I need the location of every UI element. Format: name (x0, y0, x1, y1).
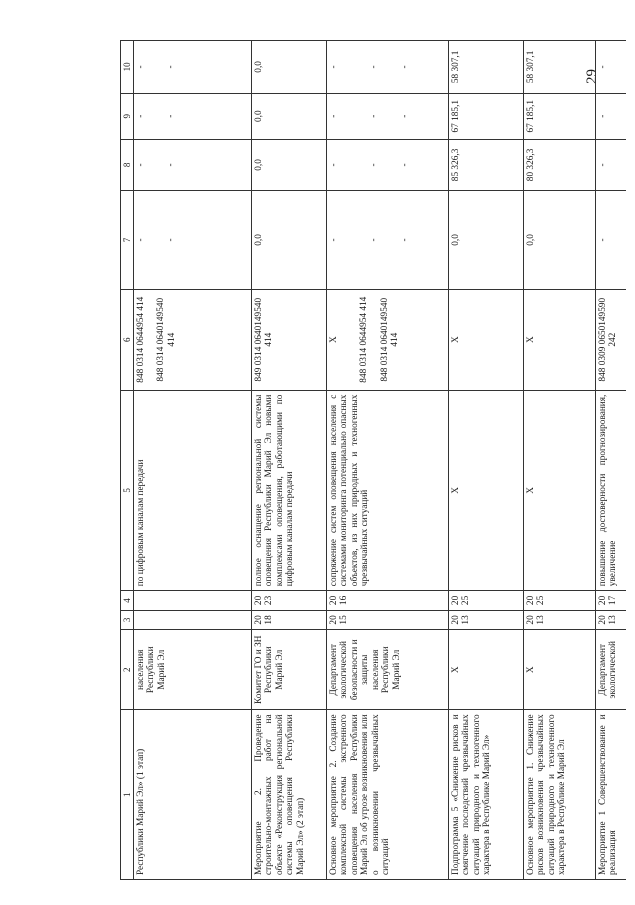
cell-executor: Департамент экологической безопасности и защиты населения Республики Марий Эл (327, 630, 449, 710)
cell-name: Республики Марий Эл» (1 этап) (134, 710, 252, 880)
value: - (369, 238, 380, 242)
value: - (166, 65, 177, 69)
cell-value: 67 185,1 (524, 93, 596, 139)
cell-value: 0,0 (252, 191, 327, 290)
code-line: 848 0314 0644954 414 (359, 296, 370, 383)
cell-code: 848 0309 0650149590 242 (596, 289, 626, 390)
page-number: 29 (584, 69, 600, 84)
cell-executor: населения Республики Марий Эл (134, 630, 252, 710)
value: - (136, 163, 147, 167)
table-row (327, 41, 449, 880)
code-line: 848 0314 0640149540 414 (379, 297, 401, 382)
value: - (166, 163, 177, 167)
cell-result: полное оснащение региональной системы оповещения Республики Марий Эл новыми комплексами оповещения, работающими по цифровым каналам передачи (252, 390, 327, 591)
value: - (399, 163, 410, 167)
cell-value: 58 307,1 (449, 41, 524, 94)
table-row (252, 41, 327, 880)
cell-name: Основное мероприятие 1. Снижение рисков возникновения чрезвычайных ситуаций природного и техногенного характера в Республике Марий Эл (524, 710, 596, 880)
table-row (134, 41, 252, 880)
col-header: 8 (121, 139, 134, 191)
cell-executor: Департамент экологической (596, 630, 626, 710)
cell-name: Подпрограмма 5 «Снижение рисков и смягчение последствий чрезвычайных ситуаций природного и техногенного характера в Республике Марий Эл» (449, 710, 524, 880)
table-row (524, 41, 596, 880)
cell-value: 0,0 (252, 41, 327, 94)
cell-value (327, 41, 449, 94)
value: - (136, 65, 147, 69)
cell-value: - (596, 41, 626, 94)
col-header: 4 (121, 591, 134, 610)
cell-value: 85 326,3 (449, 139, 524, 191)
value: - (329, 163, 340, 167)
value: - (369, 65, 380, 69)
col-header: 7 (121, 191, 134, 290)
cell-code (327, 289, 449, 390)
cell-start: 2013 (449, 610, 524, 629)
program-table (120, 40, 626, 880)
cell-executor: Комитет ГО и ЗН Республики Марий Эл (252, 630, 327, 710)
cell-end: 2017 (596, 591, 626, 610)
cell-end: 2023 (252, 591, 327, 610)
col-header: 10 (121, 41, 134, 94)
cell-start: 2013 (596, 610, 626, 629)
cell-code: X (524, 289, 596, 390)
code-x: X (329, 336, 340, 344)
cell-end: 2016 (327, 591, 449, 610)
cell-result: X (524, 390, 596, 591)
table-row (449, 41, 524, 880)
cell-result: повышение достоверности прогнозирования, увеличение (596, 390, 626, 591)
header-row (121, 41, 134, 880)
cell-name: Основное мероприятие 2. Создание комплексной системы экстренного оповещения населения Республики Марий Эл об угрозе возникновения или о возникновении чрезвычайных ситуаций (327, 710, 449, 880)
cell-value: 0,0 (449, 191, 524, 290)
col-header: 5 (121, 390, 134, 591)
value: - (399, 238, 410, 242)
value: - (136, 114, 147, 118)
cell-code: X (449, 289, 524, 390)
cell-value (327, 93, 449, 139)
cell-name: Мероприятие 1 Совершенствование и реализация (596, 710, 626, 880)
value: - (369, 163, 380, 167)
cell-value (134, 139, 252, 191)
cell-result: X (449, 390, 524, 591)
cell-start: 2018 (252, 610, 327, 629)
value: - (329, 238, 340, 242)
cell-start (134, 610, 252, 629)
col-header: 9 (121, 93, 134, 139)
cell-end (134, 591, 252, 610)
cell-value: - (596, 191, 626, 290)
cell-value: 0,0 (252, 139, 327, 191)
code-line: 848 0314 0644954 414 (136, 296, 147, 383)
cell-value: 80 326,3 (524, 139, 596, 191)
cell-code (134, 289, 252, 390)
cell-value (327, 139, 449, 191)
value: - (369, 114, 380, 118)
value: - (136, 238, 147, 242)
cell-value: 58 307,1 (524, 41, 596, 94)
cell-value: - (596, 93, 626, 139)
col-header: 2 (121, 630, 134, 710)
cell-value: 0,0 (252, 93, 327, 139)
cell-end: 2025 (524, 591, 596, 610)
cell-value (134, 41, 252, 94)
cell-value: 67 185,1 (449, 93, 524, 139)
value: - (166, 238, 177, 242)
cell-value: - (596, 139, 626, 191)
cell-result: сопряжение систем оповещения населения с системами мониторинга потенциально опасных объектов, из них природных и техногенных чрезвычайных ситуаций (327, 390, 449, 591)
col-header: 3 (121, 610, 134, 629)
code-line: 848 0314 0640149540 414 (156, 297, 177, 382)
value: - (329, 65, 340, 69)
value: - (399, 114, 410, 118)
cell-code: 849 0314 0640149540 414 (252, 289, 327, 390)
cell-value (327, 191, 449, 290)
value: - (329, 114, 340, 118)
cell-value (134, 191, 252, 290)
col-header: 1 (121, 710, 134, 880)
col-header: 6 (121, 289, 134, 390)
cell-start: 2015 (327, 610, 449, 629)
table-row (596, 41, 626, 880)
cell-end: 2025 (449, 591, 524, 610)
cell-value (134, 93, 252, 139)
cell-executor: X (524, 630, 596, 710)
cell-start: 2013 (524, 610, 596, 629)
cell-name: Мероприятие 2. Проведение строительно-монтажных работ на объекте «Реконструкция региональной системы оповещения Республики Марий Эл» (2 этап) (252, 710, 327, 880)
cell-executor: X (449, 630, 524, 710)
value: - (166, 114, 177, 118)
value: - (399, 65, 410, 69)
cell-value: 0,0 (524, 191, 596, 290)
cell-result: по цифровым каналам передачи (134, 390, 252, 591)
